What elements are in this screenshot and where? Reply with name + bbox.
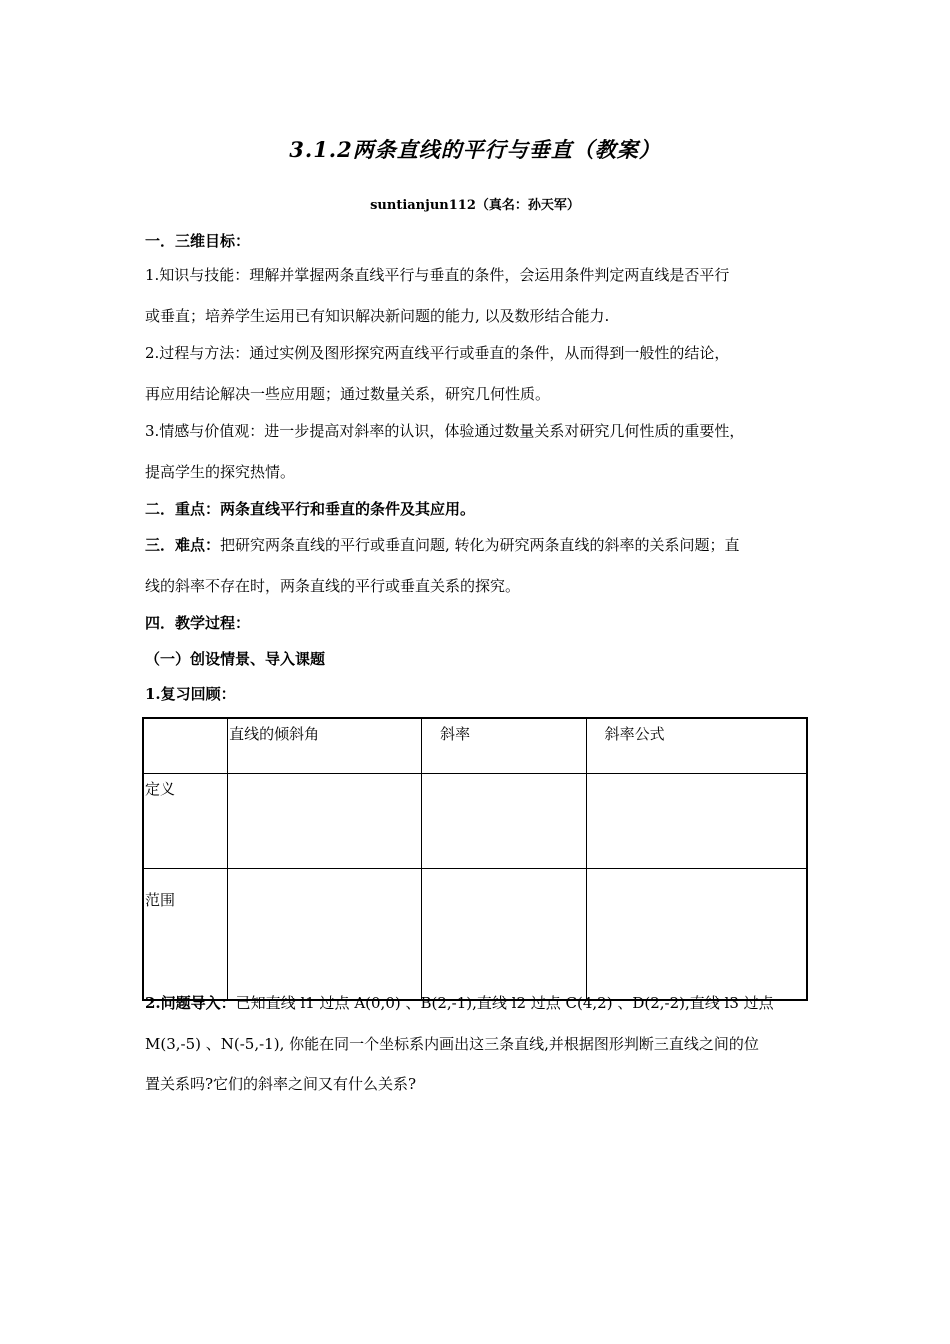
table-cell [422,869,586,1001]
question-intro-line3: 置关系吗?它们的斜率之间又有什么关系? [145,1075,417,1093]
table-row-label: 定义 [143,774,228,869]
table-cell [228,869,422,1001]
review-table [142,717,808,1001]
table-cell [228,774,422,869]
table-header-row [143,718,807,774]
section-difficulties-line2: 线的斜率不存在时，两条直线的平行或垂直关系的探究。 [145,577,521,595]
question-intro-line1 [145,993,815,1013]
table-cell [422,774,586,869]
section-heading-objectives: 一．三维目标： [145,232,251,250]
table-header-cell [143,718,228,774]
difficulties-label: 三．难点： [145,536,221,554]
objective-values-line1: 3.情感与价值观：进一步提高对斜率的认识，体验通过数量关系对研究几何性质的重要性， [145,422,745,440]
section-teaching-process: 四．教学过程： [145,614,251,632]
question-text: 已知直线 l1 过点 A(0,0) 、B(2,-1),直线 l2 过点 C(4,2) 、D(2,-2),直线 l3 过点 [235,994,774,1012]
difficulties-text: 把研究两条直线的平行或垂直问题, 转化为研究两条直线的斜率的关系问题；直 [220,536,740,554]
question-intro-line2: M(3,-5) 、N(-5,-1), 你能在同一个坐标系内画出这三条直线,并根据图形判断三直线之间的位 [145,1035,759,1053]
objective-process-line2: 再应用结论解决一些应用题；通过数量关系，研究几何性质。 [145,385,551,403]
subsection-intro: （一）创设情景、导入课题 [145,650,326,668]
objective-knowledge-line2: 或垂直；培养学生运用已有知识解决新问题的能力, 以及数形结合能力. [145,307,610,325]
table-cell [586,774,807,869]
objective-values-line2: 提高学生的探究热情。 [145,463,296,481]
table-header-cell: 斜率公式 [586,718,807,774]
objective-knowledge-line1: 1.知识与技能：理解并掌握两条直线平行与垂直的条件，会运用条件判定两直线是否平行 [145,266,730,284]
review-heading: 1.复习回顾： [145,685,236,703]
table-row-label: 范围 [143,869,228,1001]
table-cell [586,869,807,1001]
section-difficulties-line1 [145,535,815,555]
table-row [143,774,807,869]
table-header-cell: 斜率 [422,718,586,774]
page-title: 3.1.2两条直线的平行与垂直（教案） [289,137,661,162]
question-label: 2.问题导入： [145,994,236,1012]
table-header-cell: 直线的倾斜角 [228,718,422,774]
objective-process-line1: 2.过程与方法：通过实例及图形探究两直线平行或垂直的条件，从而得到一般性的结论， [145,344,730,362]
table-row [143,869,807,1001]
section-key-points: 二．重点：两条直线平行和垂直的条件及其应用。 [145,500,476,518]
author-line: suntianjun112（真名：孙天军） [370,198,580,213]
